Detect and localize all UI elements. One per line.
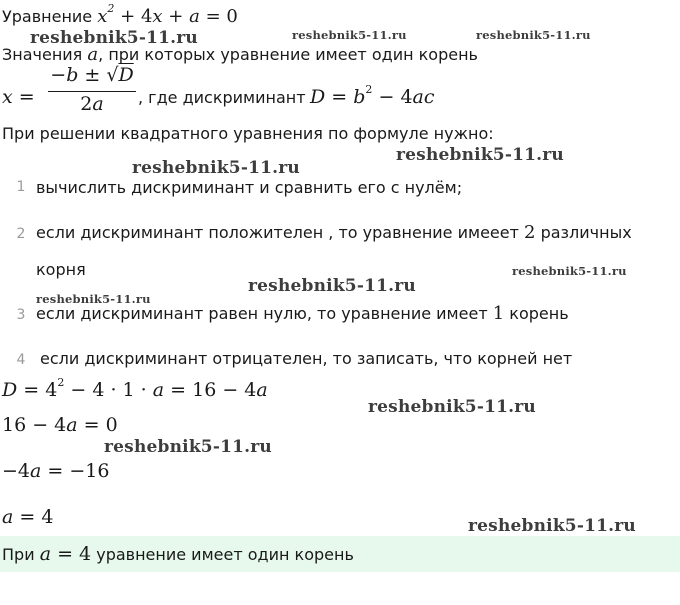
watermark: reshebnik5-11.ru <box>368 397 536 417</box>
step-text: если дискриминант отрицателен, то записать, что корней нет <box>40 349 573 368</box>
step-text-part: если дискриминант положителен , то уравнение имееет <box>36 223 519 242</box>
title-line <box>2 2 238 27</box>
fraction-bar <box>48 91 136 92</box>
watermark: reshebnik5-11.ru <box>104 437 272 457</box>
fraction-denominator: 2a <box>80 93 104 115</box>
step-value: 1 <box>492 303 505 324</box>
values-var: a <box>87 44 99 65</box>
answer-value: a = 4 <box>39 543 92 565</box>
watermark: reshebnik5-11.ru <box>132 158 300 178</box>
step-number: 1 <box>16 179 26 195</box>
values-prefix: Значения <box>2 45 83 64</box>
watermark: reshebnik5-11.ru <box>30 28 198 48</box>
step-text-part: корень <box>509 304 569 323</box>
intro-text: При решении квадратного уравнения по формуле нужно: <box>2 124 494 143</box>
watermark: reshebnik5-11.ru <box>396 145 564 165</box>
step-value: 2 <box>524 222 536 243</box>
fraction-numerator: −b ± √D <box>50 64 134 86</box>
watermark: reshebnik5-11.ru <box>476 28 591 42</box>
calc-step: −4a = −16 <box>2 460 110 482</box>
watermark: reshebnik5-11.ru <box>468 516 636 536</box>
discriminant-formula: $D = b^2 - 4ac$ <box>310 82 435 108</box>
watermark: reshebnik5-11.ru <box>36 292 151 306</box>
step-text <box>36 222 632 243</box>
answer-prefix: При <box>2 545 35 564</box>
step-number: 3 <box>16 307 26 323</box>
step-number: 4 <box>16 352 26 368</box>
formula-text: , где дискриминант <box>138 88 306 107</box>
answer-suffix: уравнение имеет один корень <box>96 545 354 564</box>
watermark: reshebnik5-11.ru <box>292 28 407 42</box>
formula-lhs: x = <box>2 86 35 108</box>
quadratic-fraction <box>48 62 136 114</box>
answer-line <box>2 543 354 565</box>
step-text-part: если дискриминант равен нулю, то уравнение имеет <box>36 304 488 323</box>
calc-discriminant: $D = 4^2 - 4 \cdot 1 \cdot a = 16 - 4a$ <box>2 375 268 401</box>
step-text: вычислить дискриминант и сравнить его с нулём; <box>36 178 463 197</box>
calc-result: a = 4 <box>2 506 54 528</box>
values-suffix: , при которых уравнение имеет один корень <box>98 45 478 64</box>
step-text-continued: корня <box>36 260 86 279</box>
title-prefix: Уравнение <box>2 7 93 26</box>
watermark: reshebnik5-11.ru <box>512 264 627 278</box>
step-text-part: различных <box>540 223 632 242</box>
step-text <box>36 303 569 324</box>
title-equation: $x^2 + 4x + a = 0$ <box>97 2 238 27</box>
step-number: 2 <box>16 226 26 242</box>
watermark: reshebnik5-11.ru <box>248 276 416 296</box>
calc-equation: 16 − 4a = 0 <box>2 414 118 436</box>
